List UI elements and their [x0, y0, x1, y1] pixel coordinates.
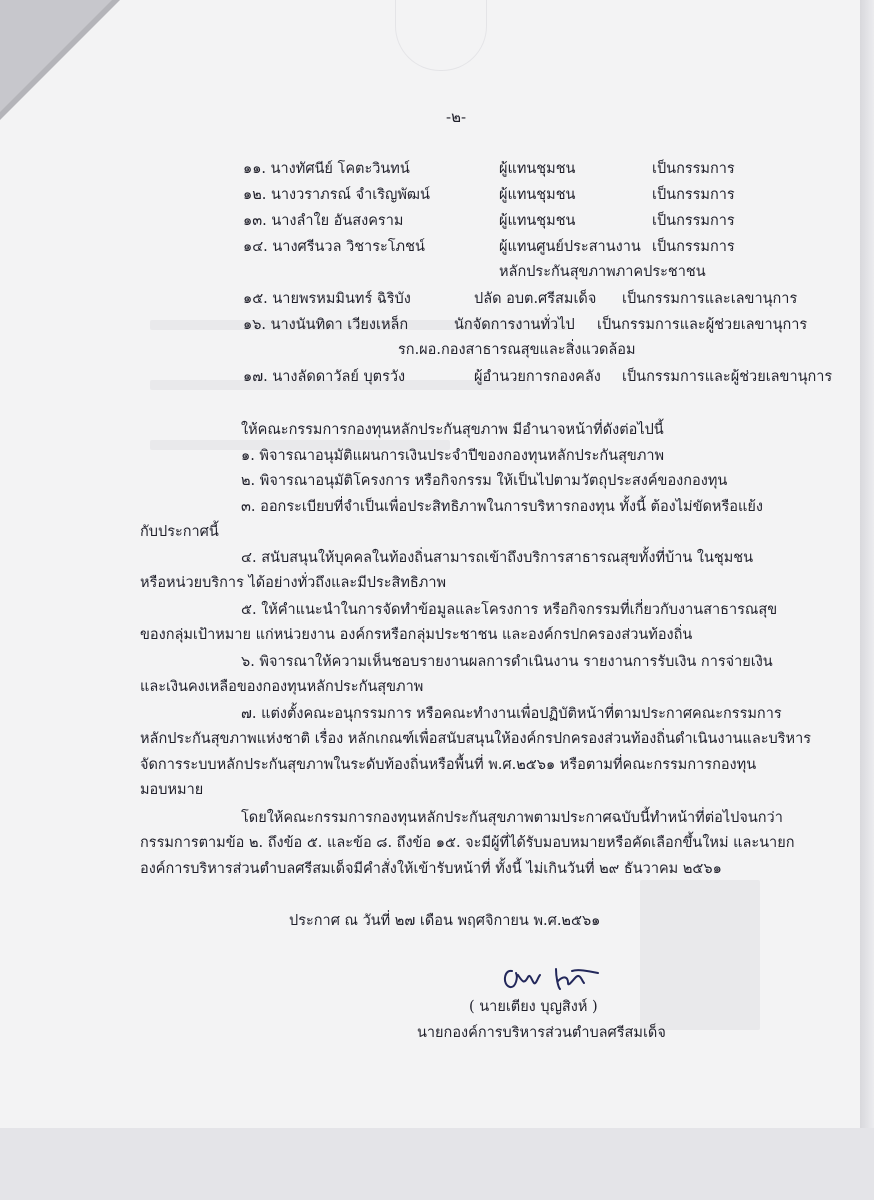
duty-item-continued: และเงินคงเหลือของกองทุนหลักประกันสุขภาพ [140, 679, 424, 695]
member-name: ๑๒. นางวราภรณ์ จำเริญพัฒน์ [243, 187, 430, 203]
scan-edge-right [860, 0, 874, 1200]
member-name: ๑๕. นายพรหมมินทร์ ฉิริบัง [243, 291, 411, 307]
announcement-date: ประกาศ ณ วันที่ ๒๗ เดือน พฤศจิกายน พ.ศ.๒๕๖๑ [289, 913, 601, 929]
member-name: ๑๖. นางนันทิดา เวียงเหล็ก [243, 317, 409, 333]
term-line: องค์การบริหารส่วนตำบลศรีสมเด็จมีคำสั่งให้เข้ารับหน้าที่ ทั้งนี้ ไม่เกินวันที่ ๒๙ ธันวาคม ๒๕๖๑ [140, 861, 722, 877]
signer-title: นายกองค์การบริหารส่วนตำบลศรีสมเด็จ [417, 1025, 666, 1041]
duty-item-continued: จัดการระบบหลักประกันสุขภาพในระดับท้องถิ่นหรือพื้นที่ พ.ศ.๒๕๖๑ หรือตามที่คณะกรรมการกองทุน [140, 757, 757, 773]
member-role: นักจัดการงานทั่วไป [454, 317, 575, 333]
duties-intro: ให้คณะกรรมการกองทุนหลักประกันสุขภาพ มีอำนาจหน้าที่ดังต่อไปนี้ [241, 422, 664, 438]
duty-item: ๖. พิจารณาให้ความเห็นชอบรายงานผลการดำเนินงาน รายงานการรับเงิน การจ่ายเงิน [241, 654, 773, 670]
duty-item: ๓. ออกระเบียบที่จำเป็นเพื่อประสิทธิภาพในการบริหารกองทุน ทั้งนี้ ต้องไม่ขัดหรือแย้ง [241, 499, 763, 515]
member-role-continued: หลักประกันสุขภาพภาคประชาชน [499, 264, 706, 280]
member-role: ปลัด อบต.ศรีสมเด็จ [474, 291, 597, 307]
page-number: -๒- [446, 108, 467, 126]
handwritten-signature [498, 963, 608, 997]
duty-item-continued: หรือหน่วยบริการ ได้อย่างทั่วถึงและมีประสิทธิภาพ [140, 575, 447, 591]
scan-background-bottom [0, 1128, 874, 1200]
member-position: เป็นกรรมการ [652, 187, 735, 203]
duty-item-continued: หลักประกันสุขภาพแห่งชาติ เรื่อง หลักเกณฑ์เพื่อสนับสนุนให้องค์กรปกครองส่วนท้องถิ่นดำเนินงานและบริหาร [140, 731, 812, 747]
member-position: เป็นกรรมการและเลขานุการ [622, 291, 798, 307]
member-name: ๑๓. นางลำใย อันสงคราม [243, 213, 404, 229]
duty-item: ๗. แต่งตั้งคณะอนุกรรมการ หรือคณะทำงานเพื่อปฏิบัติหน้าที่ตามประกาศคณะกรรมการ [241, 706, 782, 722]
member-position: เป็นกรรมการ [652, 161, 735, 177]
member-name: ๑๑. นางทัศนีย์ โคตะวินทน์ [243, 161, 410, 177]
member-name: ๑๔. นางศรีนวล วิชาระโภชน์ [243, 239, 425, 255]
duty-item: ๑. พิจารณาอนุมัติแผนการเงินประจำปีของกองทุนหลักประกันสุขภาพ [241, 448, 665, 464]
signer-name: ( นายเตียง บุญสิงห์ ) [469, 999, 598, 1015]
member-role: ผู้แทนศูนย์ประสานงาน [499, 239, 641, 255]
duty-item: ๔. สนับสนุนให้บุคคลในท้องถิ่นสามารถเข้าถึงบริการสาธารณสุขทั้งที่บ้าน ในชุมชน [241, 550, 754, 566]
member-position: เป็นกรรมการและผู้ช่วยเลขานุการ [622, 369, 833, 385]
bleed-through-mark [640, 880, 760, 1030]
member-position: เป็นกรรมการ [652, 239, 735, 255]
member-role-continued: รก.ผอ.กองสาธารณสุขและสิ่งแวดล้อม [398, 342, 636, 358]
member-role: ผู้อำนวยการกองคลัง [474, 369, 601, 385]
duty-item-continued: กับประกาศนี้ [140, 524, 219, 540]
member-name: ๑๗. นางลัดดาวัลย์ บุตรวัง [243, 369, 406, 385]
member-role: ผู้แทนชุมชน [499, 213, 576, 229]
member-role: ผู้แทนชุมชน [499, 187, 576, 203]
member-position: เป็นกรรมการและผู้ช่วยเลขานุการ [597, 317, 808, 333]
page-corner-fold-inner [0, 0, 112, 112]
term-line: กรรมการตามข้อ ๒. ถึงข้อ ๕. และข้อ ๘. ถึงข้อ ๑๕. จะมีผู้ที่ได้รับมอบหมายหรือคัดเลือกขึ้นใหม่ และนายก [140, 835, 795, 851]
member-role: ผู้แทนชุมชน [499, 161, 576, 177]
duty-item: ๒. พิจารณาอนุมัติโครงการ หรือกิจกรรม ให้เป็นไปตามวัตถุประสงค์ของกองทุน [241, 473, 728, 489]
duty-item-continued: มอบหมาย [140, 782, 204, 798]
duty-item: ๕. ให้คำแนะนำในการจัดทำข้อมูลและโครงการ หรือกิจกรรมที่เกี่ยวกับงานสาธารณสุข [241, 602, 778, 618]
emblem-bleed-through [395, 0, 487, 71]
term-line: โดยให้คณะกรรมการกองทุนหลักประกันสุขภาพตามประกาศฉบับนี้ทำหน้าที่ต่อไปจนกว่า [241, 810, 783, 826]
member-position: เป็นกรรมการ [652, 213, 735, 229]
duty-item-continued: ของกลุ่มเป้าหมาย แก่หน่วยงาน องค์กรหรือกลุ่มประชาชน และองค์กรปกครองส่วนท้องถิ่น [140, 627, 693, 643]
